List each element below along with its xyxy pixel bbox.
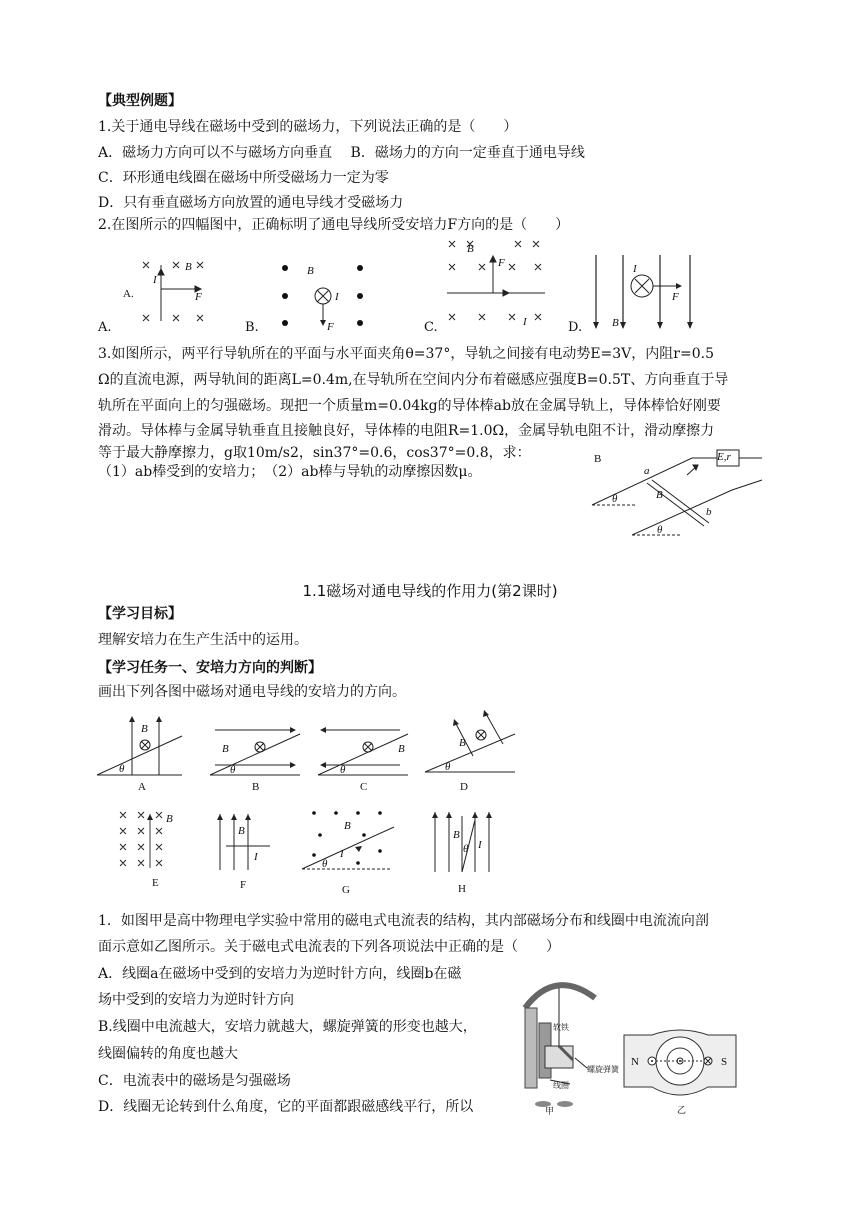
q2-figure-a bbox=[115, 255, 225, 330]
task-text: 画出下列各图中磁场对通电导线的安培力的方向。 bbox=[98, 684, 406, 700]
svg-text:N: N bbox=[631, 1056, 639, 1068]
q3-line-6: （1）ab棒受到的安培力； （2）ab棒与导轨的动摩擦因数μ。 bbox=[98, 464, 482, 480]
section-heading: 【典型例题】 bbox=[98, 93, 182, 109]
svg-text:B: B bbox=[656, 489, 663, 501]
q3-line-4: 滑动。导体棒与金属导轨垂直且接触良好，导体棒的电阻R=1.0Ω，金属导轨电阻不计，滑动摩擦力 bbox=[98, 423, 715, 439]
q3-line-2: Ω的直流电源，两导轨间的距离L=0.4m,在导轨所在空间内分布着磁感应强度B=0.5T、方向垂直于导 bbox=[98, 372, 729, 388]
svg-text:θ: θ bbox=[340, 764, 346, 776]
svg-text:I: I bbox=[633, 263, 637, 275]
svg-text:E: E bbox=[152, 877, 159, 889]
q2-label-a: A. bbox=[98, 320, 112, 335]
svg-text:软铁: 软铁 bbox=[553, 1023, 569, 1032]
q1-stem: 1.关于通电导线在磁场中受到的磁场力，下列说法正确的是（ ） bbox=[98, 119, 518, 135]
svg-text:线圈: 线圈 bbox=[553, 1081, 569, 1090]
q2-figure-b bbox=[275, 258, 375, 333]
q1-option-c: C．环形通电线圈在磁场中所受磁场力一定为零 bbox=[98, 170, 389, 186]
svg-text:I: I bbox=[478, 839, 482, 851]
svg-text:B: B bbox=[594, 453, 602, 465]
svg-text:D: D bbox=[460, 781, 468, 793]
svg-text:B: B bbox=[467, 243, 474, 255]
svg-text:C: C bbox=[360, 781, 368, 793]
q2-figure-d bbox=[588, 250, 703, 335]
goal-heading: 【学习目标】 bbox=[98, 606, 182, 622]
s2-q1-line-3: A．线圈a在磁场中受到的安培力为逆时针方向，线圈b在磁 bbox=[98, 966, 462, 982]
task-figure-e bbox=[118, 810, 188, 895]
q3-line-3: 轨所在平面向上的匀强磁场。现把一个质量m=0.04kg的导体棒ab放在金属导轨上，导体棒恰好刚要 bbox=[98, 398, 721, 414]
svg-text:B: B bbox=[185, 261, 192, 273]
task-figure-b bbox=[210, 722, 305, 792]
svg-text:B: B bbox=[222, 743, 229, 755]
s2-q1-line-2: 面示意如乙图所示。关于磁电式电流表的下列各项说法中正确的是（ ） bbox=[98, 939, 560, 955]
q2-label-c: C. bbox=[424, 320, 438, 335]
svg-text:I: I bbox=[340, 848, 344, 860]
svg-text:E,r: E,r bbox=[717, 451, 731, 463]
q1-option-ab: A．磁场力方向可以不与磁场方向垂直 B．磁场力的方向一定垂直于通电导线 bbox=[98, 145, 585, 161]
q2-stem: 2.在图所示的四幅图中，正确标明了通电导线所受安培力F方向的是（ ） bbox=[98, 217, 570, 233]
svg-text:甲: 甲 bbox=[545, 1106, 555, 1116]
svg-text:F: F bbox=[195, 291, 202, 303]
s2-q1-line-4: 场中受到的安培力为逆时针方向 bbox=[98, 992, 294, 1008]
svg-text:B: B bbox=[252, 781, 260, 793]
sym-i: I bbox=[153, 274, 157, 286]
lesson-title: 1.1磁场对通电导线的作用力(第2课时) bbox=[302, 582, 558, 600]
svg-text:θ: θ bbox=[445, 761, 451, 773]
s2-q1-line-5: B.线圈中电流越大，安培力就越大，螺旋弹簧的形变也越大， bbox=[98, 1019, 477, 1035]
galvanometer-structure-figure bbox=[515, 968, 620, 1118]
svg-text:乙: 乙 bbox=[677, 1105, 687, 1115]
svg-text:B: B bbox=[344, 820, 351, 832]
svg-text:A.: A. bbox=[123, 288, 134, 300]
svg-text:B: B bbox=[612, 317, 619, 329]
svg-text:I: I bbox=[523, 316, 527, 328]
s2-q1-line-8: D．线圈无论转到什么角度，它的平面都跟磁感线平行，所以 bbox=[98, 1099, 474, 1115]
svg-text:b: b bbox=[706, 506, 712, 518]
svg-text:θ: θ bbox=[230, 764, 236, 776]
task-figure-g bbox=[300, 805, 400, 900]
svg-text:F: F bbox=[498, 257, 505, 269]
svg-text:A: A bbox=[138, 781, 146, 793]
task-figure-h bbox=[425, 808, 505, 898]
svg-text:H: H bbox=[458, 883, 466, 895]
q3-line-1: 3.如图所示，两平行导轨所在的平面与水平面夹角θ=37°，导轨之间接有电动势E=3V，内阻r=0.5 bbox=[98, 346, 714, 362]
svg-text:G: G bbox=[342, 884, 350, 896]
svg-text:B: B bbox=[141, 723, 148, 735]
task-heading: 【学习任务一、安培力方向的判断】 bbox=[98, 660, 322, 676]
task-figure-c bbox=[318, 722, 413, 792]
goal-text: 理解安培力在生产生活中的运用。 bbox=[98, 632, 308, 648]
svg-text:F: F bbox=[327, 321, 334, 333]
svg-text:θ: θ bbox=[463, 843, 469, 855]
svg-text:S: S bbox=[721, 1056, 728, 1068]
svg-text:螺旋弹簧: 螺旋弹簧 bbox=[587, 1065, 619, 1074]
svg-text:θ: θ bbox=[322, 858, 328, 870]
svg-text:F: F bbox=[672, 291, 679, 303]
q2-label-b: B. bbox=[245, 320, 259, 335]
s2-q1-line-6: 线圈偏转的角度也越大 bbox=[98, 1046, 238, 1062]
q3-line-5: 等于最大静摩擦力，g取10m/s2，sin37°=0.6，cos37°=0.8，求： bbox=[98, 445, 531, 461]
task-figure-a bbox=[97, 712, 187, 792]
svg-text:θ: θ bbox=[657, 524, 663, 536]
svg-text:F: F bbox=[240, 879, 247, 891]
svg-text:B: B bbox=[307, 265, 314, 277]
q3-incline-figure bbox=[592, 440, 772, 540]
s2-q1-line-1: 1．如图甲是高中物理电学实验中常用的磁电式电流表的结构，其内部磁场分布和线圈中电流流向剖 bbox=[98, 913, 709, 929]
q2-figure-c bbox=[445, 238, 555, 333]
svg-text:I: I bbox=[335, 291, 339, 303]
task-figure-d bbox=[425, 712, 520, 792]
svg-text:I: I bbox=[254, 851, 258, 863]
svg-text:B: B bbox=[453, 829, 460, 841]
task-figure-f bbox=[210, 810, 280, 895]
svg-text:B: B bbox=[166, 813, 173, 825]
svg-text:B: B bbox=[238, 825, 245, 837]
svg-text:θ: θ bbox=[119, 763, 125, 775]
q1-option-d: D．只有垂直磁场方向放置的通电导线才受磁场力 bbox=[98, 195, 404, 211]
svg-text:B: B bbox=[398, 743, 405, 755]
s2-q1-line-7: C．电流表中的磁场是匀强磁场 bbox=[98, 1073, 291, 1089]
svg-text:θ: θ bbox=[612, 493, 618, 505]
svg-text:a: a bbox=[644, 465, 650, 477]
q2-label-d: D. bbox=[568, 320, 583, 335]
galvanometer-cross-section-figure bbox=[622, 1025, 742, 1120]
svg-text:B: B bbox=[459, 737, 466, 749]
